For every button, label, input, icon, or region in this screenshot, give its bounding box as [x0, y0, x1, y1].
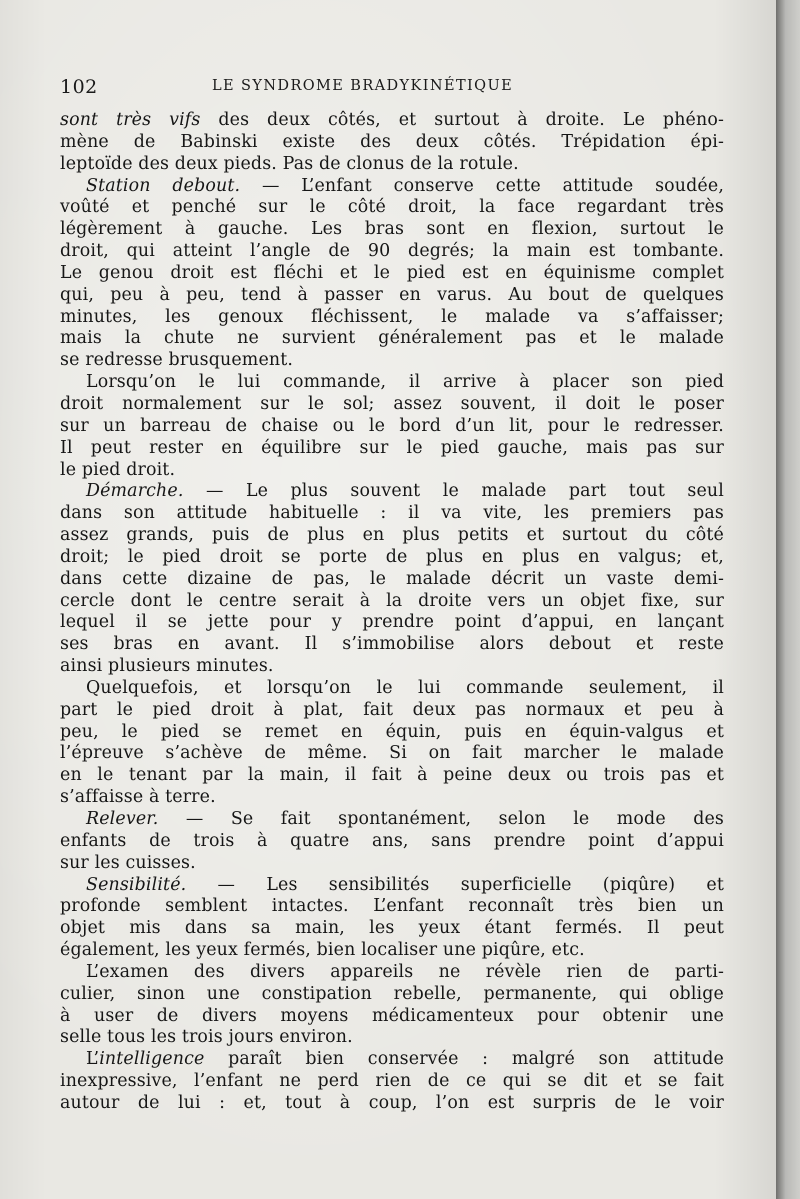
text-line: [60, 984, 724, 1006]
text-line-content: — L’enfant conserve cette attitude soudée,: [240, 175, 724, 196]
text-line-italic: Sensibilité.: [86, 874, 187, 895]
text-line: [60, 678, 724, 700]
text-line-content: dans cette dizaine de pas, le malade décrit un vaste demi-: [60, 568, 724, 589]
text-line-italic: Station debout.: [86, 175, 241, 196]
text-line: [60, 722, 724, 744]
text-line: [60, 307, 724, 329]
text-line-content: — Se fait spontanément, selon le mode des: [158, 809, 724, 829]
text-line-content: ainsi plusieurs minutes.: [60, 656, 274, 677]
text-line-content: ses bras en avant. Il s’immobilise alors debout et reste: [60, 634, 724, 655]
text-line: [60, 1049, 724, 1071]
text-line-content: l’épreuve s’achève de même. Si on fait marcher le malade: [60, 743, 724, 764]
text-line-content: cercle dont le centre serait à la droite vers un objet fixe, sur: [60, 590, 724, 611]
text-line: [60, 481, 724, 503]
text-line: [60, 176, 724, 198]
text-line: [60, 394, 724, 416]
text-line-italic: intelligence: [99, 1049, 205, 1070]
text-line: [60, 1006, 724, 1028]
text-line: [60, 940, 724, 962]
text-line-content: inexpressive, l’enfant ne perd rien de ce qui se dit et se fait: [60, 1071, 724, 1092]
text-line: [60, 350, 724, 372]
text-line: [60, 547, 724, 569]
text-line: [60, 372, 724, 394]
page-edge-shadow: [776, 0, 800, 1199]
text-line-content: leptoïde des deux pieds. Pas de clonus de la rotule.: [60, 153, 519, 174]
text-line-content: dans son attitude habituelle : il va vite, les premiers pas: [60, 503, 724, 524]
text-line-italic: sont très vifs: [60, 110, 201, 130]
text-line-content: légèrement à gauche. Les bras sont en flexion, surtout le: [60, 219, 724, 240]
text-line-content: part le pied droit à plat, fait deux pas normaux et peu à: [60, 699, 724, 720]
text-line-content: également, les yeux fermés, bien localiser une piqûre, etc.: [60, 940, 585, 961]
text-line: [60, 875, 724, 897]
text-line: [60, 328, 724, 350]
text-line: [60, 1093, 724, 1115]
text-line: [60, 765, 724, 787]
text-line: [60, 831, 724, 853]
text-line-content: profonde semblent intactes. L’enfant reconnaît très bien un: [60, 896, 724, 917]
page-number: 102: [60, 76, 98, 98]
text-line-content: le pied droit.: [60, 459, 176, 480]
text-line: [60, 809, 724, 831]
text-line-content: droit, qui atteint l’angle de 90 degrés; la main est tombante.: [60, 241, 724, 262]
text-line: [60, 241, 724, 263]
text-line-content: Le genou droit est fléchi et le pied est en équinisme complet: [60, 262, 724, 283]
text-line: [60, 962, 724, 984]
text-line: [60, 743, 724, 765]
text-line: [60, 219, 724, 241]
text-line: [60, 591, 724, 613]
page-header: [60, 76, 720, 100]
text-line: [60, 853, 724, 875]
text-line: [60, 263, 724, 285]
text-line: [60, 634, 724, 656]
text-line: [60, 503, 724, 525]
text-line: [60, 132, 724, 154]
text-line-content: culier, sinon une constipation rebelle, permanente, qui oblige: [60, 983, 724, 1004]
text-line: [60, 1071, 724, 1093]
text-line-prefix: L’: [86, 1049, 100, 1070]
text-line-content: des deux côtés, et surtout à droite. Le phéno-: [200, 110, 724, 130]
text-line-content: assez grands, puis de plus en plus petits et surtout du côté: [60, 525, 724, 546]
text-line: [60, 700, 724, 722]
text-line-content: — Le plus souvent le malade part tout seul: [183, 481, 724, 502]
text-line: [60, 460, 724, 482]
text-line-content: — Les sensibilités superficielle (piqûre) et: [186, 874, 724, 895]
text-line: [60, 896, 724, 918]
text-line-content: Quelquefois, et lorsqu’on le lui commande seulement, il: [86, 677, 724, 698]
text-line-content: droit normalement sur le sol; assez souvent, il doit le poser: [60, 393, 724, 414]
text-line-italic: Relever.: [86, 809, 159, 829]
text-line-content: Lorsqu’on le lui commande, il arrive à placer son pied: [86, 372, 724, 393]
text-line: [60, 656, 724, 678]
text-line-content: objet mis dans sa main, les yeux étant fermés. Il peut: [60, 918, 724, 939]
text-line: [60, 1027, 724, 1049]
text-line-content: enfants de trois à quatre ans, sans prendre point d’appui: [60, 830, 724, 851]
text-line: [60, 110, 724, 132]
text-line-content: autour de lui : et, tout à coup, l’on est surpris de le voir: [60, 1092, 724, 1113]
text-line-content: se redresse brusquement.: [60, 350, 294, 371]
text-line: [60, 285, 724, 307]
text-line: [60, 787, 724, 809]
text-line-content: à user de divers moyens médicamenteux pour obtenir une: [60, 1005, 724, 1026]
text-line: [60, 197, 724, 219]
text-line-content: paraît bien conservée : malgré son attitude: [204, 1049, 724, 1070]
text-line-content: sur un barreau de chaise ou le bord d’un lit, pour le redresser.: [60, 415, 724, 436]
text-line-content: qui, peu à peu, tend à passer en varus. Au bout de quelques: [60, 284, 724, 305]
text-line-content: mène de Babinski existe des deux côtés. Trépidation épi-: [60, 131, 724, 152]
text-line-content: peu, le pied se remet en équin, puis en équin-valgus et: [60, 721, 724, 742]
text-line-content: en le tenant par la main, il fait à peine deux ou trois pas et: [60, 765, 724, 786]
text-line: [60, 154, 724, 176]
text-line-content: mais la chute ne survient généralement pas et le malade: [60, 328, 724, 349]
text-line-content: sur les cuisses.: [60, 852, 196, 873]
text-line-content: lequel il se jette pour y prendre point d’appui, en lançant: [60, 612, 724, 633]
text-line-content: droit; le pied droit se porte de plus en plus en valgus; et,: [60, 546, 724, 567]
text-line: [60, 416, 724, 438]
text-line-content: selle tous les trois jours environ.: [60, 1027, 353, 1048]
text-line-content: minutes, les genoux fléchissent, le malade va s’affaisser;: [60, 306, 724, 327]
text-line-content: s’affaisse à terre.: [60, 787, 216, 808]
body-text: [60, 110, 724, 1115]
text-line-italic: Démarche.: [86, 481, 184, 502]
text-line: [60, 612, 724, 634]
text-line-content: voûté et penché sur le côté droit, la face regardant très: [60, 197, 724, 218]
running-head: LE SYNDROME BRADYKINÉTIQUE: [212, 78, 514, 94]
text-line: [60, 569, 724, 591]
text-line: [60, 525, 724, 547]
text-line: [60, 918, 724, 940]
text-line: [60, 438, 724, 460]
text-line-content: Il peut rester en équilibre sur le pied gauche, mais pas sur: [60, 437, 724, 458]
text-line-content: L’examen des divers appareils ne révèle rien de parti-: [86, 961, 724, 982]
